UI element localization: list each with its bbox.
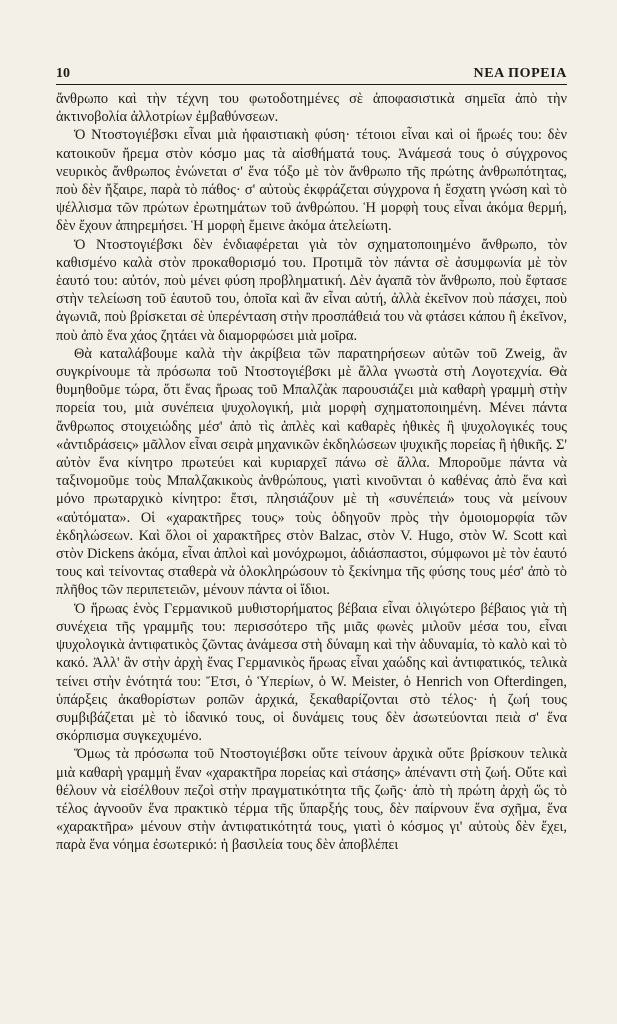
paragraph: ἄνθρωπο καὶ τὴν τέχνη του φωτοδοτημένες σὲ ἀποφασιστικὰ σημεῖα ἀπὸ τὴν ἀκτινοβολία ἀλλοτρίων ἐμβαθύνσεων. — [56, 91, 567, 126]
paragraph: Ὁ Ντοστογιέβσκι δὲν ἐνδιαφέρεται γιὰ τὸν σχηματοποιημένο ἄνθρωπο, τὸν καθισμένο καλὰ στὸν προκαθορισμό του. Προτιμᾶ τὸν πάντα σὲ ἀσυμφωνία μὲ τὸν ἑαυτό του: αὐτόν, ποὺ μένει φύση προβληματική. Δὲν ἀγαπᾶ τὸν ἄνθρωπο, ποὺ ἔφτασε στὴν τελείωση τοῦ ἑαυτοῦ του, ὁποῖα καὶ ἂν εἶναι αὐτή, ἀλλὰ ἐκεῖνον ποὺ πάσχει, ποὺ ἀγωνιᾶ, ποὺ βρίσκεται σὲ ὑπερένταση στὴν προσπάθειά του νὰ φτάσει κάπου ἢ ἐκεῖνον, ποὺ ἀπὸ ἕνα χάος ζητάει νὰ διαμορφώσει μιὰ μοῖρα. — [56, 236, 567, 344]
paragraph: Ὁ Ντοστογιέβσκι εἶναι μιὰ ἡφαιστιακὴ φύση· τέτοιοι εἶναι καὶ οἱ ἥρωές του: δὲν κατοικοῦν ἤρεμα στὸν κόσμο μας τὰ αἰσθήματά τους. Ἀνάμεσά τους ὁ σύγχρονος νευρικὸς ἄνθρωπος ἑνώνεται σ' ἕνα τόξο μὲ τὸν ἄνθρωπο τῆς πρώτης ἀνθρωπότητας, ποὺ δὲν ἤξαιρε, παρὰ τὸ πάθος· σ' αὐτοὺς ἐκφράζεται σύγχρονα ἡ ἔσχατη γνώση καὶ τὸ ψέλλισμα τῶν πρώτων ἐρωτημάτων τοῦ ἀνθρώπου. Ἡ μορφὴ τους εἶναι ἀκόμα θερμή, δὲν ἔχουν ἀπηρεμήσει. Ἡ μορφὴ ἔμεινε ἀκόμα ἀτελείωτη. — [56, 127, 567, 235]
page-number: 10 — [56, 66, 70, 81]
article-body — [56, 90, 567, 855]
paragraph: Θὰ καταλάβουμε καλὰ τὴν ἀκρίβεια τῶν παρατηρήσεων αὐτῶν τοῦ Zweig, ἂν συγκρίνουμε τὰ πρόσωπα τοῦ Ντοστογιέβσκι μὲ ἄλλα γνωστὰ στὴ Λογοτεχνία. Θὰ θυμηθοῦμε τώρα, ὅτι ἕνας ἥρωας τοῦ Μπαλζὰκ παρουσιάζει μιὰ καθαρὴ γραμμὴ στὴν πορεία του, μιὰ συνέπεια ψυχολογική, μιὰ μορφὴ σχηματοποιημένη. Μένει πάντα ἄνθρωπος στοιχειώδης μέσ' ἀπὸ τὶς ἁπλὲς καὶ καθαρὲς ἠθικὲς ἢ ψυχολογικές τους «ἀντιδράσεις» μᾶλλον εἶναι σειρὰ μηχανικῶν ἐκδηλώσεων ψυχικῆς πορείας ἢ ἠθικῆς. Σ' αὐτὸν ἕνα κίνητρο πρωτεύει καὶ κυριαρχεῖ πάνω σὲ ἄλλα. Μποροῦμε πάντα νὰ ταξινομοῦμε τοὺς Μπαλζακικοὺς ἀνθρώπους, γιατὶ κινοῦνται ὁ καθένας ἀπὸ ἕνα καὶ μόνο πρωταρχικὸ κίνητρο: ἔτσι, πλησιάζουν μὲ τὴ «συνέπειά» τους νὰ μείνουν «αὐτόματα». Οἱ «χαρακτῆρες τους» τοὺς ὁδηγοῦν πρὸς τὴν ὁμοιομορφία τῶν ἐκδηλώσεων. Καὶ ὅλοι οἱ χαρακτῆρες στὸν Balzac, στὸν V. Hugo, στὸν W. Scott καὶ στὸν Dickens ἀκόμα, εἶναι ἁπλοὶ καὶ μονόχρωμοι, ἀδιάσπαστοι, σύμφωνοι μὲ τὸν ἑαυτό τους καὶ τείνοντας σταθερὰ νὰ ὁλοκληρώσουν τὸ ξεκίνημα τῆς φύσης τους μέσ' ἀπὸ τὸ πλῆθος τῶν περιπετειῶν, μένουν πάντα οἱ ἴδιοι. — [56, 345, 567, 599]
paragraph: Ὅμως τὰ πρόσωπα τοῦ Ντοστογιέβσκι οὔτε τείνουν ἀρχικὰ οὔτε βρίσκουν τελικὰ μιὰ καθαρὴ γραμμὴ ἕναν «χαρακτῆρα πορείας καὶ στάσης» ἀπέναντι στὴ ζωή. Οὔτε καὶ θέλουν νὰ εἰσέλθουν πεζοὶ στὴν πραγματικότητα τῆς ζωῆς· ἀπὸ τὴ πρώτη ἀρχὴ ὥς τὸ τέλος ἀγνοοῦν ἕνα πρακτικὸ τέρμα τῆς ὕπαρξής τους, δὲν παίρνουν ἕνα σχῆμα, ἕνα «χαρακτῆρα» μένουν στὴν ἀντιφατικότητά τους, γιατὶ ὁ κόσμος γι' αὐτοὺς δὲν ἔχει, παρὰ ἕνα νόημα ἐσωτερικό: ἡ βασιλεία τους δὲν ἀποβλέπει — [56, 746, 567, 854]
paragraph: Ὁ ἥρωας ἑνὸς Γερμανικοῦ μυθιστορήματος βέβαια εἶναι ὀλιγώτερο βέβαιος γιὰ τὴ συνέχεια τῆς γραμμῆς του: περισσότερο τῆς μιᾶς φωνὲς μιλοῦν μέσα του, εἶναι ψυχολογικὰ ἀντιφατικὸς ζῶντας ἀνάμεσα στὴ δύναμη καὶ τὴν ἀδυναμία, τὸ καλὸ καὶ τὸ κακό. Ἀλλ' ἂν στὴν ἀρχὴ ἕνας Γερμανικὸς ἥρωας εἶναι χαώδης καὶ ἀντιφατικός, τελικὰ τείνει στὴν ἑνότητά του: Ἔτσι, ὁ Ὑπερίων, ὁ W. Meister, ὁ Henrich von Ofterdingen, ὑπάρξεις ἀκαθορίστων ροπῶν ἀρχικά, ξεκαθαρίζονται στὸ τέλος· ἡ ζωή τους συμβιβάζεται μὲ τὸ ἰδανικό τους, οἱ δυνάμεις τους δὲν ἀσωτεύονται πειὰ σ' ἕνα σκόρπισμα συγκεχυμένο. — [56, 600, 567, 745]
running-header — [56, 60, 567, 82]
journal-title: ΝΕΑ ΠΟΡΕΙΑ — [473, 66, 567, 81]
header-rule — [56, 84, 567, 85]
